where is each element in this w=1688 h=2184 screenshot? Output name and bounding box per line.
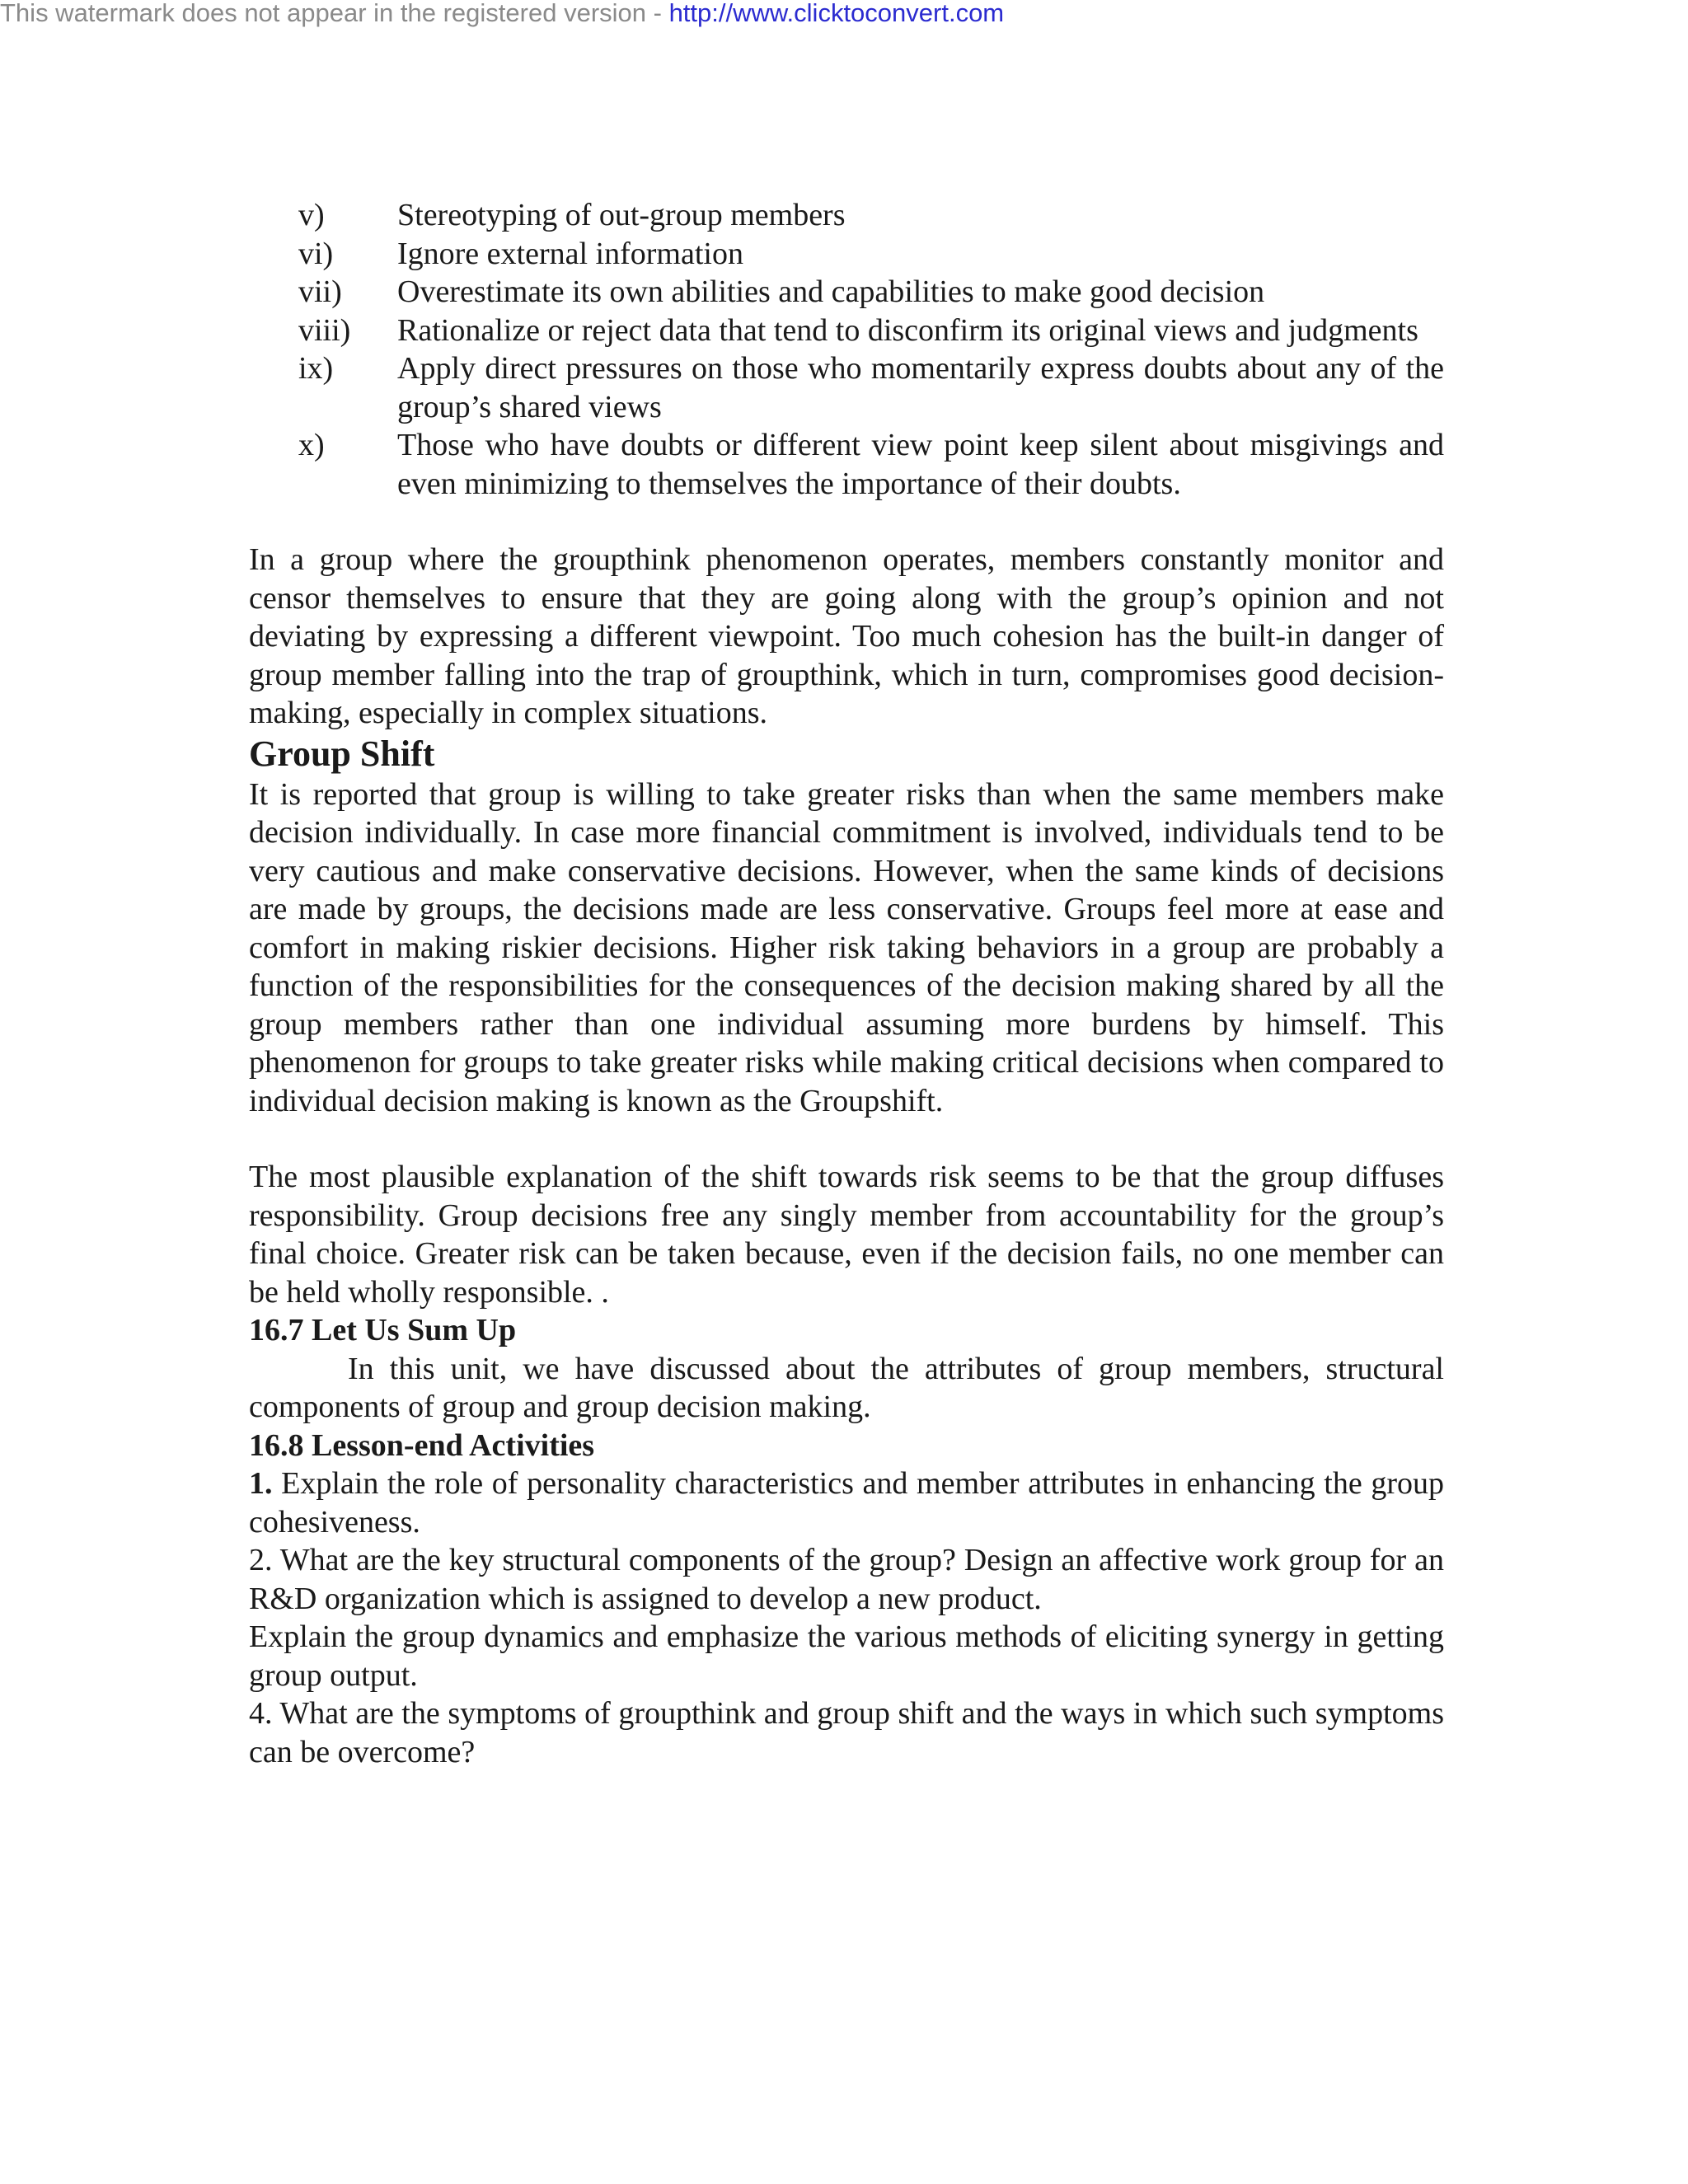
list-item-number: viii) — [298, 312, 351, 348]
activities-heading: 16.8 Lesson-end Activities — [249, 1427, 595, 1463]
groupthink-paragraph: In a group where the groupthink phenomenon operates, members constantly monitor and censor themselves to ensure that they are going along with the group’s opinion and not deviating by expressing a different viewpoint. Too much cohesion has the built-in danger of group member falling into the trap of groupthink, which in turn, compromises good decision-making, especially in complex situations. — [249, 542, 1444, 730]
list-item — [249, 235, 1444, 274]
list-item — [249, 196, 1444, 235]
list-item — [249, 349, 1444, 426]
activity-question-2: 2. What are the key structural components of the group? Design an affective work group for an R&D organization which is assigned to develop a new product. — [249, 1543, 1444, 1616]
list-item-number: vii) — [298, 274, 342, 309]
list-item-text: Rationalize or reject data that tend to disconfirm its original views and judgments — [397, 312, 1418, 348]
list-item-text: Apply direct pressures on those who momentarily express doubts about any of the group’s shared views — [397, 351, 1444, 424]
list-item — [249, 273, 1444, 312]
watermark-link[interactable]: http://www.clicktoconvert.com — [668, 0, 1005, 27]
sum-up-paragraph: In this unit, we have discussed about the attributes of group members, structural components of group and group decision making. — [249, 1351, 1444, 1424]
activity-question-1 — [249, 1465, 1444, 1541]
activity-question-3: Explain the group dynamics and emphasize the various methods of eliciting synergy in getting group output. — [249, 1619, 1444, 1693]
watermark-banner — [0, 0, 1004, 26]
list-item-text: Overestimate its own abilities and capabilities to make good decision — [397, 274, 1265, 309]
activity-question-1-number: 1. — [249, 1466, 273, 1501]
list-item — [249, 426, 1444, 503]
group-shift-paragraph-2: The most plausible explanation of the shift towards risk seems to be that the group diffuses responsibility. Group decisions free any singly member from accountability for the group’s final choice. Greater risk can be taken because, even if the decision fails, no one member can be held wholly responsible. . — [249, 1160, 1444, 1310]
group-shift-heading: Group Shift — [249, 733, 435, 774]
list-item-number: v) — [298, 198, 325, 232]
list-item-text: Stereotyping of out-group members — [397, 198, 846, 232]
sum-up-heading: 16.7 Let Us Sum Up — [249, 1313, 517, 1347]
list-item-text: Those who have doubts or different view point keep silent about misgivings and even minimizing to themselves the importance of their doubts. — [397, 428, 1444, 501]
list-item — [249, 312, 1444, 350]
watermark-text: This watermark does not appear in the registered version - — [0, 0, 669, 27]
list-item-number: ix) — [298, 351, 334, 386]
page-content — [249, 196, 1444, 1771]
list-item-number: vi) — [298, 236, 334, 271]
list-item-number: x) — [298, 428, 325, 462]
list-item-text: Ignore external information — [397, 236, 743, 271]
activity-question-1-text: Explain the role of personality characteristics and member attributes in enhancing the group cohesiveness. — [249, 1466, 1444, 1540]
group-shift-paragraph-1: It is reported that group is willing to take greater risks than when the same members make decision individually. In case more financial commitment is involved, individuals tend to be very cautious and make conservative decisions. However, when the same kinds of decisions are made by groups, the decisions made are less conservative. Groups feel more at ease and comfort in making riskier decisions. Higher risk taking behaviors in a group are probably a function of the responsibilities for the consequences of the decision making shared by all the group members rather than one individual assuming more burdens by himself. This phenomenon for groups to take greater risks while making critical decisions when compared to individual decision making is known as the Groupshift. — [249, 776, 1444, 1118]
activity-question-4: 4. What are the symptoms of groupthink and group shift and the ways in which such symptoms can be overcome? — [249, 1696, 1444, 1769]
groupthink-symptoms-list — [249, 196, 1444, 503]
